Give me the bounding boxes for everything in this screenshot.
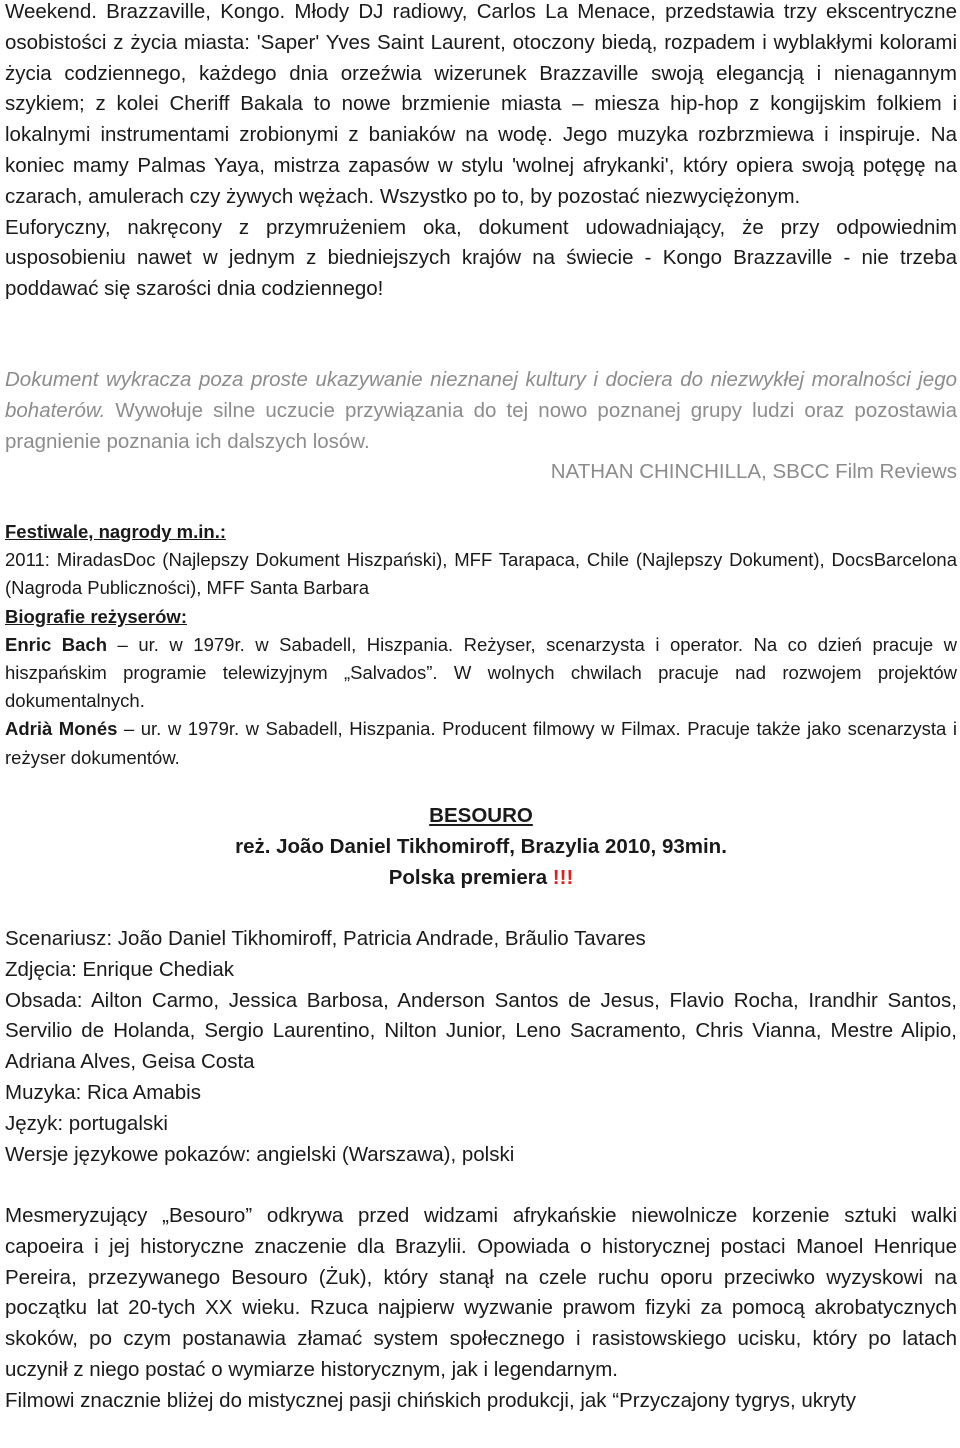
review-quote [5,365,957,488]
credits-section [5,924,957,1170]
bio-name: Enric Bach [5,633,108,655]
intro-paragraph-1: Weekend. Brazzaville, Kongo. Młody DJ radiowy, Carlos La Menace, przedstawia trzy ekscentryczne osobistości z życia miasta: 'Saper' Yves Saint Laurent, otoczony biedą, rozpadem i wyblakłymi kolorami życia codziennego, każdego dnia orzeźwia wizerunek Brazzaville swoją elegancją i nienagannym szykiem; z kolei Cheriff Bakala to nowe brzmienie miasta – miesza hip-hop z kongijskim folkiem i lokalnymi instrumentami zrobionymi z baniaków na wodę. Jego muzyka rozbrzmiewa i inspiruje. Na koniec mamy Palmas Yaya, mistrza zapasów w stylu 'wolnej afrykanki', który opiera swoją potęgę na czarach, amulerach czy żywych wężach. Wszystko po to, by pozostać niezwyciężonym. [5,0,957,208]
festivals-text: 2011: MiradasDoc (Najlepszy Dokument Hiszpański), MFF Tarapaca, Chile (Najlepszy Dokument), DocsBarcelona (Nagroda Publiczności), MFF Santa Barbara [5,549,957,599]
review-italic: Dokument wykracza poza proste ukazywanie nieznanej kultury i dociera do niezwykłej moralności jego bohaterów. [5,368,957,422]
credit-cast: Obsada: Ailton Carmo, Jessica Barbosa, Anderson Santos de Jesus, Flavio Rocha, Irandhir Santos, Servilio de Holanda, Sergio Laurentino, Nilton Junior, Leno Sacramento, Chris Vianna, Mestre Alipio, Adriana Alves, Geisa Costa [5,988,957,1074]
bio-text: – ur. w 1979r. w Sabadell, Hiszpania. Producent filmowy w Filmax. Pracuje także jako scenarzysta i reżyser dokumentów. [5,718,957,768]
intro-paragraph-2: Euforyczny, nakręcony z przymrużeniem oka, dokument udowadniający, że przy odpowiednim usposobieniu nawet w jednym z biedniejszych krajów na świecie - Kongo Brazzaville - nie trzeba poddawać się szarości dnia codziennego! [5,215,957,301]
festivals-heading: Festiwale, nagrody m.in.: [5,521,227,542]
credit-screenplay: Scenariusz: João Daniel Tikhomiroff, Patricia Andrade, Brãulio Tavares [5,927,646,950]
review-normal: Wywołuje silne uczucie przywiązania do tej nowo poznanej grupy ludzi oraz pozostawia pragnienie poznania ich dalszych losów. [5,398,957,453]
bio-enric-bach [5,631,957,716]
description-section [5,1201,957,1417]
review-text [5,365,957,457]
review-source: NATHAN CHINCHILLA, SBCC Film Reviews [550,460,957,484]
bio-text: – ur. w 1979r. w Sabadell, Hiszpania. Reżyser, scenarzysta i operator. Na co dzień pracuje w hiszpańskim programie telewizyjnym „Salvados”. W wolnych chwilach pracuje nad rozwojem projektów dokumentalnych. [5,633,958,712]
credit-versions: Wersje językowe pokazów: angielski (Warszawa), polski [5,1142,515,1166]
film-subtitle: reż. João Daniel Tikhomiroff, Brazylia 2010, 93min. [235,834,727,858]
bio-adria-mones [5,715,957,771]
credit-music: Muzyka: Rica Amabis [5,1080,201,1104]
description-paragraph-1: Mesmeryzujący „Besouro” odkrywa przed widzami afrykańskie niewolnicze korzenie sztuki walki capoeira i jej historyczne znaczenie dla Brazylii. Opowiada o historycznej postaci Manoel Henrique Pereira, przezywanego Besouro (Żuk), który stanął na czele ruchu oporu przeciwko wyzyskowi na początku lat 20-tych XX wieku. Rzuca najpierw wyzwanie prawom fizyki za pomocą akrobatycznych skoków, po czym postanawia złamać system społecznego i rasistowskiego ucisku, który po latach uczynił z niego postać o wymiarze historycznym, jak i legendarnym. [5,1204,957,1381]
premiere-label: Polska premiera [388,865,553,889]
premiere-exclamation: !!! [552,865,574,889]
film-title-block [5,801,957,893]
bio-name: Adrià Monés [5,718,118,740]
film-premiere [5,863,957,894]
description-paragraph-2: Filmowi znacznie bliżej do mistycznej pasji chińskich produkcji, jak “Przyczajony tygrys, ukryty [5,1388,857,1412]
credit-cinematography: Zdjęcia: Enrique Chediak [5,957,235,981]
credit-language: Język: portugalski [5,1111,168,1135]
bios-heading: Biografie reżyserów: [5,605,187,627]
film-title: BESOURO [429,804,533,827]
intro-section [5,0,957,305]
festivals-section [5,518,957,772]
